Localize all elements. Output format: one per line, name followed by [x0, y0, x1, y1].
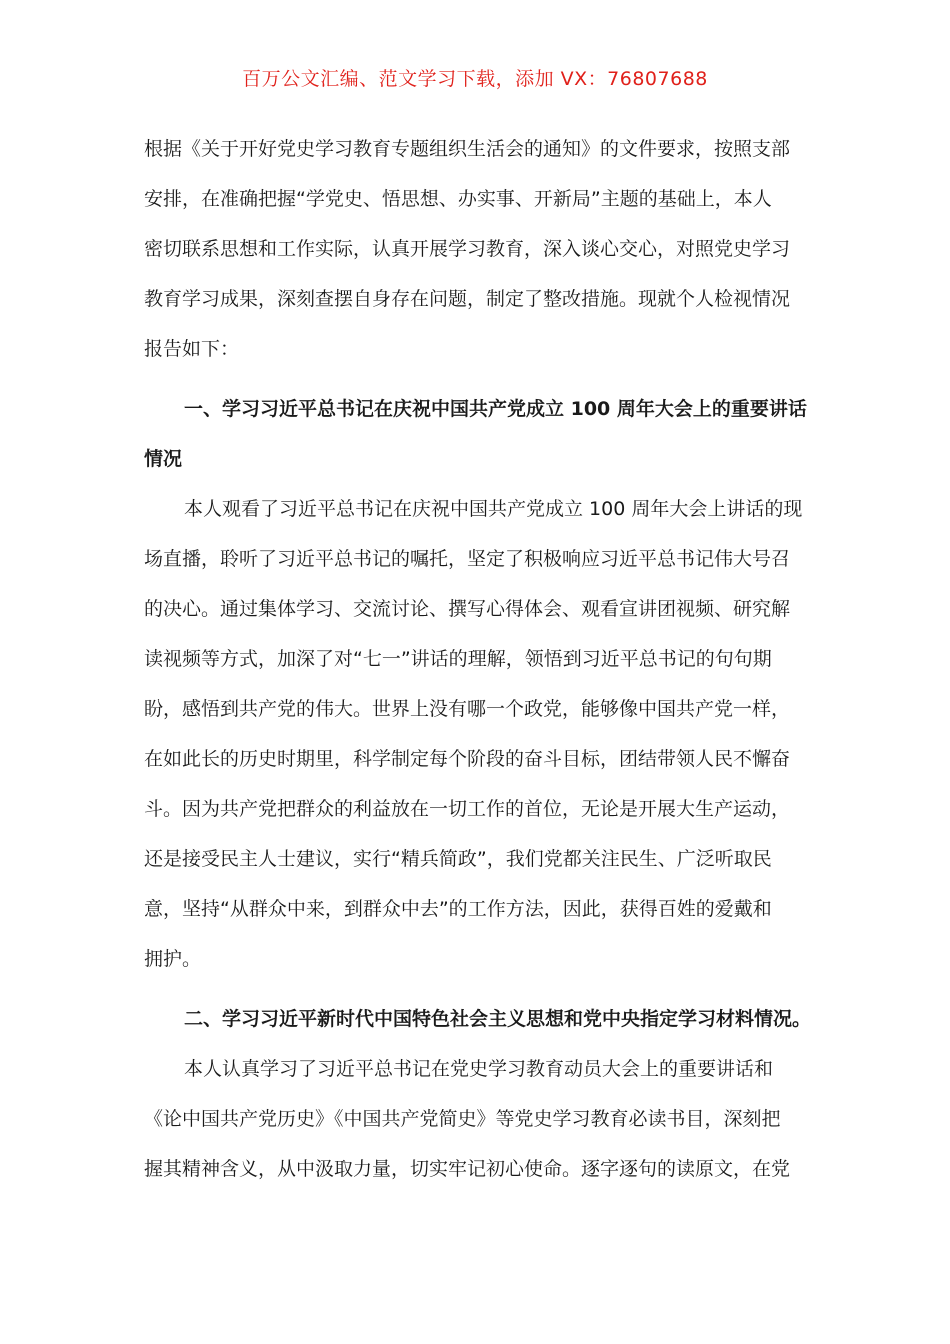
- section1-line: 斗。因为共产党把群众的利益放在一切工作的首位，无论是开展大生产运动，: [144, 798, 791, 820]
- intro-line: 根据《关于开好党史学习教育专题组织生活会的通知》的文件要求，按照支部: [144, 138, 791, 160]
- section1-heading: [144, 384, 807, 484]
- section2-line: 握其精神含义，从中汲取力量，切实牢记初心使命。逐字逐句的读原文，在党: [144, 1158, 791, 1180]
- section1-line: 意，坚持“从群众中来，到群众中去”的工作方法，因此，获得百姓的爱戴和: [144, 898, 772, 920]
- section1-heading-line: 情况: [144, 448, 183, 470]
- header-banner: 百万公文汇编、范文学习下载，添加 VX：76807688: [242, 68, 708, 90]
- section1-line: 本人观看了习近平总书记在庆祝中国共产党成立 100 周年大会上讲话的现: [184, 498, 803, 520]
- intro-line: 教育学习成果，深刻查摆自身存在问题，制定了整改措施。现就个人检视情况: [144, 288, 791, 310]
- intro-line: 密切联系思想和工作实际，认真开展学习教育，深入谈心交心，对照党史学习: [144, 238, 791, 260]
- section1-heading-line: 一、学习习近平总书记在庆祝中国共产党成立 100 周年大会上的重要讲话: [184, 398, 807, 420]
- section1-line: 拥护。: [144, 948, 202, 970]
- section2-line: 《论中国共产党历史》《中国共产党简史》等党史学习教育必读书目，深刻把: [144, 1108, 781, 1130]
- section1-line: 盼，感悟到共产党的伟大。世界上没有哪一个政党，能够像中国共产党一样，: [144, 698, 791, 720]
- section1-line: 的决心。通过集体学习、交流讨论、撰写心得体会、观看宣讲团视频、研究解: [144, 598, 791, 620]
- intro-line: 安排，在准确把握“学党史、悟思想、办实事、开新局”主题的基础上，本人: [144, 188, 772, 210]
- section2-paragraph: [144, 1044, 804, 1194]
- section1-line: 在如此长的历史时期里，科学制定每个阶段的奋斗目标，团结带领人民不懈奋: [144, 748, 791, 770]
- intro-paragraph: [144, 124, 804, 374]
- section1-line: 还是接受民主人士建议，实行“精兵简政”，我们党都关注民生、广泛听取民: [144, 848, 772, 870]
- document-body: [144, 124, 812, 1194]
- section2-line: 本人认真学习了习近平总书记在党史学习教育动员大会上的重要讲话和: [184, 1058, 774, 1080]
- section1-line: 读视频等方式，加深了对“七一”讲话的理解，领悟到习近平总书记的句句期: [144, 648, 772, 670]
- section1-line: 场直播，聆听了习近平总书记的嘱托，坚定了积极响应习近平总书记伟大号召: [144, 548, 791, 570]
- section1-paragraph: [144, 484, 804, 984]
- section2-heading: [144, 994, 812, 1044]
- intro-line: 报告如下：: [144, 338, 240, 360]
- section2-heading-line: 二、学习习近平新时代中国特色社会主义思想和党中央指定学习材料情况。: [184, 1008, 812, 1030]
